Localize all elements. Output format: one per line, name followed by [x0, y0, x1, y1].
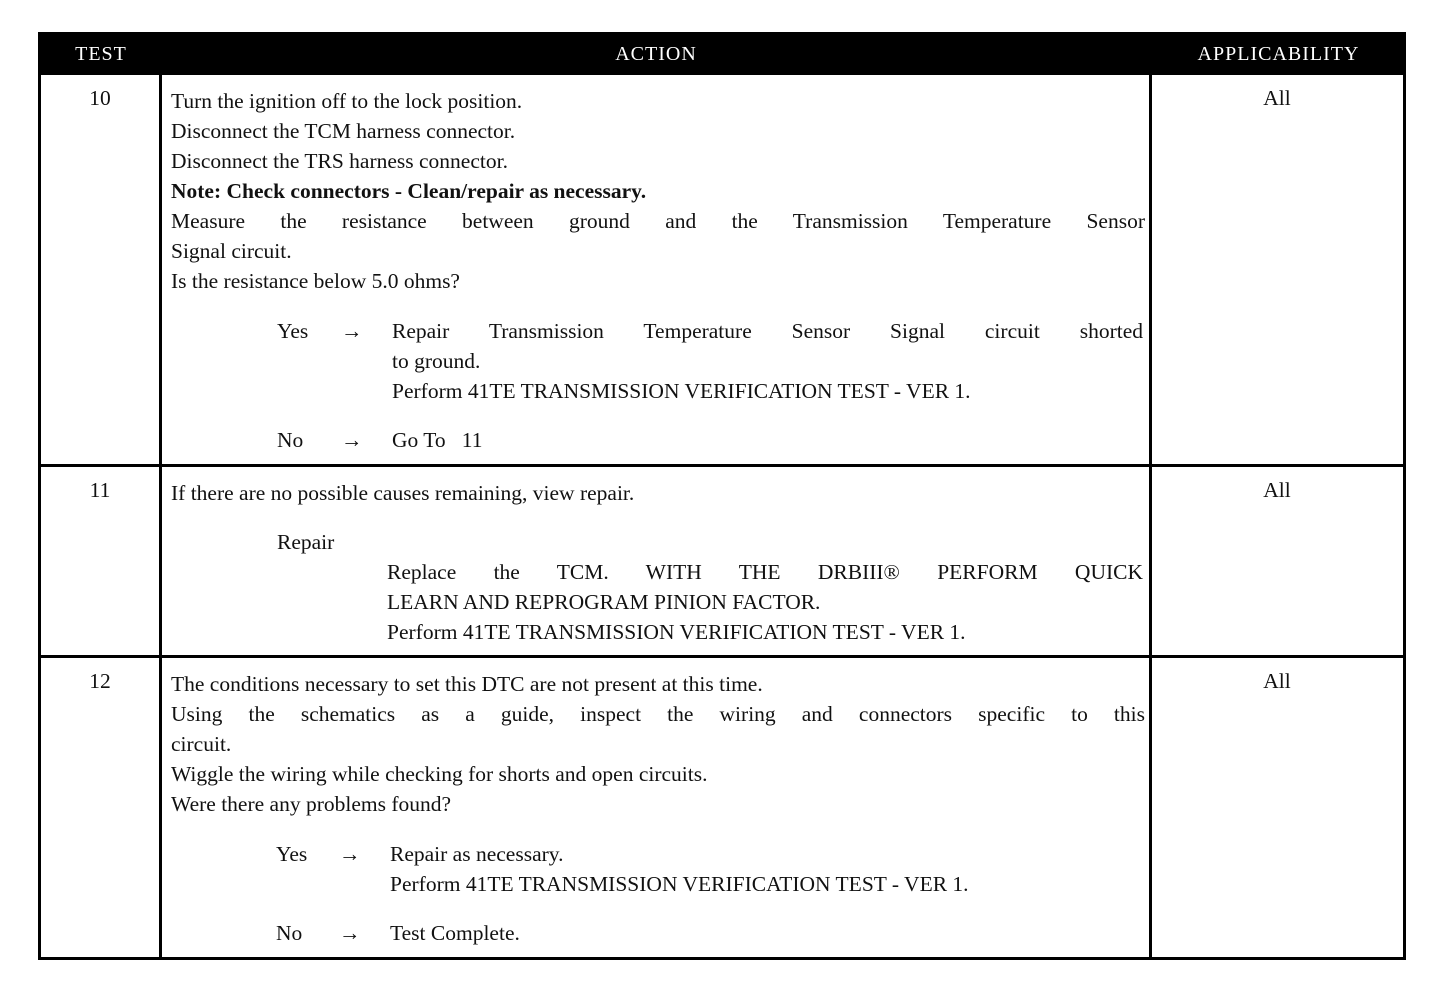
header-applicability: APPLICABILITY [1197, 43, 1360, 65]
header-test: TEST [75, 43, 127, 65]
arrow-icon: → [341, 319, 363, 343]
action-line: Wiggle the wiring while checking for shorts and open circuits. [171, 762, 708, 786]
test-number: 12 [89, 669, 111, 693]
repair-line: LEARN AND REPROGRAM PINION FACTOR. [387, 590, 821, 614]
yes-result-line: Repair as necessary. [390, 842, 564, 866]
action-line: Signal circuit. [171, 239, 292, 263]
action-line: circuit. [171, 732, 232, 756]
applicability-value: All [1263, 669, 1291, 693]
repair-label: Repair [277, 530, 335, 554]
applicability-value: All [1263, 478, 1291, 502]
no-label: No [277, 428, 304, 452]
no-result: Test Complete. [390, 921, 520, 945]
test-number: 11 [89, 478, 111, 502]
yes-label: Yes [276, 842, 308, 866]
no-result: Go To 11 [392, 428, 483, 452]
row-divider [41, 655, 1403, 658]
action-note: Note: Check connectors - Clean/repair as necessary. [171, 179, 647, 203]
action-line: If there are no possible causes remaining, view repair. [171, 481, 635, 505]
yes-result-line: Repair Transmission Temperature Sensor Signal circuit shorted [392, 319, 1143, 343]
arrow-icon: → [339, 921, 361, 945]
no-label: No [276, 921, 303, 945]
row-divider [41, 464, 1403, 467]
action-line: Using the schematics as a guide, inspect the wiring and connectors specific to this [171, 702, 1145, 726]
action-line: Disconnect the TCM harness connector. [171, 119, 516, 143]
yes-label: Yes [277, 319, 309, 343]
repair-line: Replace the TCM. WITH THE DRBIII® PERFORM QUICK [387, 560, 1143, 584]
header-action: ACTION [615, 43, 697, 65]
action-line: Were there any problems found? [171, 792, 452, 816]
action-line: The conditions necessary to set this DTC are not present at this time. [171, 672, 763, 696]
yes-result-line: Perform 41TE TRANSMISSION VERIFICATION TEST - VER 1. [392, 379, 971, 403]
action-line: Turn the ignition off to the lock position. [171, 89, 523, 113]
yes-result-line: to ground. [392, 349, 481, 373]
arrow-icon: → [339, 842, 361, 866]
column-divider [159, 75, 162, 957]
action-line: Disconnect the TRS harness connector. [171, 149, 508, 173]
repair-line: Perform 41TE TRANSMISSION VERIFICATION TEST - VER 1. [387, 620, 966, 644]
arrow-icon: → [341, 428, 363, 452]
column-divider [1149, 75, 1152, 957]
action-line: Is the resistance below 5.0 ohms? [171, 269, 460, 293]
test-number: 10 [89, 86, 111, 110]
table-header [41, 35, 1403, 75]
yes-result-line: Perform 41TE TRANSMISSION VERIFICATION TEST - VER 1. [390, 872, 969, 896]
action-line: Measure the resistance between ground and the Transmission Temperature Sensor [171, 209, 1145, 233]
applicability-value: All [1263, 86, 1291, 110]
diagnostic-test-table [38, 32, 1406, 960]
